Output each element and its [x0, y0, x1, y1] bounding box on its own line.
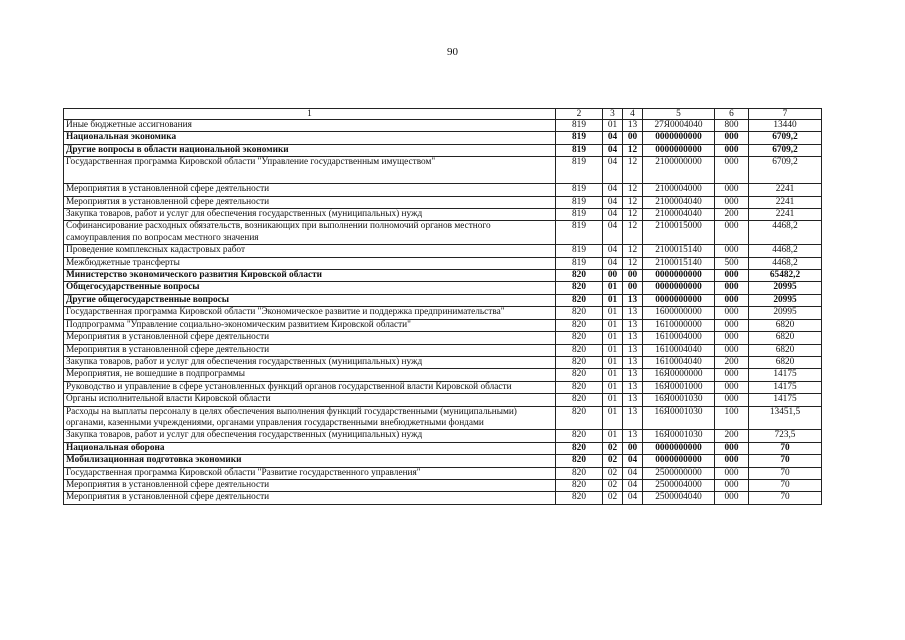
row-csr-cell: 2500004040 — [643, 492, 715, 504]
row-rz-cell: 02 — [603, 442, 623, 454]
row-sum-cell: 6820 — [749, 332, 822, 344]
row-rz-cell: 02 — [603, 455, 623, 467]
row-name-cell: Мероприятия в установленной сфере деятельности — [64, 332, 556, 344]
row-sum-cell: 70 — [749, 455, 822, 467]
row-sum-cell: 6709,2 — [749, 132, 822, 144]
row-gr-cell: 820 — [556, 270, 603, 282]
row-gr-cell: 820 — [556, 381, 603, 393]
row-vr-cell: 100 — [715, 406, 749, 430]
row-vr-cell: 000 — [715, 442, 749, 454]
row-name-cell: Другие общегосударственные вопросы — [64, 294, 556, 306]
table-row — [64, 369, 822, 381]
row-pr-cell: 12 — [623, 245, 643, 257]
row-gr-cell: 820 — [556, 442, 603, 454]
table-row — [64, 144, 822, 156]
row-name-cell: Мероприятия в установленной сфере деятельности — [64, 196, 556, 208]
row-sum-cell: 6820 — [749, 356, 822, 368]
row-csr-cell: 1610004040 — [643, 356, 715, 368]
row-name-cell: Другие вопросы в области национальной экономики — [64, 144, 556, 156]
row-vr-cell: 000 — [715, 294, 749, 306]
row-gr-cell: 820 — [556, 455, 603, 467]
row-csr-cell: 2100004040 — [643, 209, 715, 221]
row-vr-cell: 000 — [715, 132, 749, 144]
row-gr-cell: 819 — [556, 257, 603, 269]
row-rz-cell: 01 — [603, 332, 623, 344]
table-row — [64, 221, 822, 245]
table-row — [64, 319, 822, 331]
row-rz-cell: 01 — [603, 307, 623, 319]
row-csr-cell: 16Я0001030 — [643, 406, 715, 430]
row-sum-cell: 2241 — [749, 196, 822, 208]
row-vr-cell: 000 — [715, 157, 749, 184]
row-pr-cell: 12 — [623, 257, 643, 269]
row-rz-cell: 00 — [603, 270, 623, 282]
row-vr-cell: 800 — [715, 120, 749, 132]
row-sum-cell: 70 — [749, 442, 822, 454]
row-rz-cell: 01 — [603, 430, 623, 442]
row-vr-cell: 000 — [715, 270, 749, 282]
row-vr-cell: 200 — [715, 356, 749, 368]
row-vr-cell: 000 — [715, 245, 749, 257]
row-vr-cell: 000 — [715, 332, 749, 344]
row-pr-cell: 00 — [623, 132, 643, 144]
row-csr-cell: 1610000000 — [643, 319, 715, 331]
row-name-cell: Расходы на выплаты персоналу в целях обеспечения выполнения функций государственными (муниципальными) органами, казенными учреждениями, органами управления государственными внебюджетными фондами — [64, 406, 556, 430]
table-row — [64, 245, 822, 257]
row-sum-cell: 70 — [749, 492, 822, 504]
row-name-cell: Проведение комплексных кадастровых работ — [64, 245, 556, 257]
row-pr-cell: 00 — [623, 282, 643, 294]
table-row — [64, 430, 822, 442]
row-rz-cell: 01 — [603, 294, 623, 306]
row-vr-cell: 000 — [715, 184, 749, 196]
row-gr-cell: 819 — [556, 184, 603, 196]
row-pr-cell: 12 — [623, 157, 643, 184]
row-vr-cell: 500 — [715, 257, 749, 269]
row-rz-cell: 02 — [603, 467, 623, 479]
budget-table — [63, 108, 822, 505]
row-name-cell: Органы исполнительной власти Кировской области — [64, 394, 556, 406]
row-csr-cell: 16Я0001030 — [643, 394, 715, 406]
row-rz-cell: 01 — [603, 282, 623, 294]
table-row — [64, 479, 822, 491]
table-row — [64, 184, 822, 196]
row-pr-cell: 13 — [623, 394, 643, 406]
row-pr-cell: 04 — [623, 455, 643, 467]
table-row — [64, 294, 822, 306]
row-gr-cell: 820 — [556, 307, 603, 319]
row-vr-cell: 000 — [715, 381, 749, 393]
row-csr-cell: 1600000000 — [643, 307, 715, 319]
row-name-cell: Государственная программа Кировской области "Управление государственным имуществом" — [64, 157, 556, 184]
row-csr-cell: 2500000000 — [643, 467, 715, 479]
row-csr-cell: 2100004040 — [643, 196, 715, 208]
row-rz-cell: 04 — [603, 157, 623, 184]
row-gr-cell: 819 — [556, 144, 603, 156]
row-gr-cell: 819 — [556, 196, 603, 208]
row-rz-cell: 01 — [603, 344, 623, 356]
row-vr-cell: 000 — [715, 455, 749, 467]
row-rz-cell: 04 — [603, 245, 623, 257]
table-row — [64, 394, 822, 406]
table-row — [64, 209, 822, 221]
row-csr-cell: 16Я0001030 — [643, 430, 715, 442]
row-gr-cell: 820 — [556, 356, 603, 368]
row-name-cell: Руководство и управление в сфере установленных функций органов государственной власти Кировской области — [64, 381, 556, 393]
row-csr-cell: 2100004000 — [643, 184, 715, 196]
row-csr-cell: 2500004000 — [643, 479, 715, 491]
row-csr-cell: 0000000000 — [643, 270, 715, 282]
row-rz-cell: 04 — [603, 209, 623, 221]
row-name-cell: Национальная оборона — [64, 442, 556, 454]
row-gr-cell: 820 — [556, 282, 603, 294]
row-csr-cell: 1610004000 — [643, 332, 715, 344]
row-pr-cell: 04 — [623, 479, 643, 491]
row-vr-cell: 000 — [715, 144, 749, 156]
row-name-cell: Закупка товаров, работ и услуг для обеспечения государственных (муниципальных) нужд — [64, 209, 556, 221]
row-pr-cell: 13 — [623, 381, 643, 393]
row-rz-cell: 01 — [603, 369, 623, 381]
row-rz-cell: 04 — [603, 132, 623, 144]
row-pr-cell: 13 — [623, 120, 643, 132]
row-name-cell: Мобилизационная подготовка экономики — [64, 455, 556, 467]
table-row — [64, 492, 822, 504]
row-name-cell: Мероприятия в установленной сфере деятельности — [64, 184, 556, 196]
row-name-cell: Иные бюджетные ассигнования — [64, 120, 556, 132]
row-pr-cell: 12 — [623, 221, 643, 245]
row-sum-cell: 4468,2 — [749, 221, 822, 245]
row-csr-cell: 2100015140 — [643, 257, 715, 269]
row-pr-cell: 00 — [623, 270, 643, 282]
row-pr-cell: 12 — [623, 209, 643, 221]
row-rz-cell: 04 — [603, 196, 623, 208]
row-name-cell: Министерство экономического развития Кировской области — [64, 270, 556, 282]
row-rz-cell: 04 — [603, 144, 623, 156]
row-rz-cell: 04 — [603, 221, 623, 245]
row-rz-cell: 02 — [603, 492, 623, 504]
row-vr-cell: 200 — [715, 430, 749, 442]
row-csr-cell: 1610004040 — [643, 344, 715, 356]
row-vr-cell: 000 — [715, 196, 749, 208]
table-row — [64, 344, 822, 356]
row-sum-cell: 13440 — [749, 120, 822, 132]
row-gr-cell: 820 — [556, 430, 603, 442]
row-sum-cell: 723,5 — [749, 430, 822, 442]
row-rz-cell: 01 — [603, 381, 623, 393]
row-sum-cell: 70 — [749, 467, 822, 479]
row-pr-cell: 13 — [623, 369, 643, 381]
row-sum-cell: 65482,2 — [749, 270, 822, 282]
row-csr-cell: 0000000000 — [643, 132, 715, 144]
row-csr-cell: 16Я0000000 — [643, 369, 715, 381]
table-row — [64, 307, 822, 319]
row-csr-cell: 0000000000 — [643, 282, 715, 294]
row-name-cell: Национальная экономика — [64, 132, 556, 144]
row-name-cell: Закупка товаров, работ и услуг для обеспечения государственных (муниципальных) нужд — [64, 430, 556, 442]
table-row — [64, 282, 822, 294]
row-pr-cell: 13 — [623, 356, 643, 368]
row-name-cell: Мероприятия в установленной сфере деятельности — [64, 492, 556, 504]
row-name-cell: Межбюджетные трансферты — [64, 257, 556, 269]
row-rz-cell: 02 — [603, 479, 623, 491]
row-gr-cell: 820 — [556, 332, 603, 344]
table-row — [64, 120, 822, 132]
row-name-cell: Мероприятия, не вошедшие в подпрограммы — [64, 369, 556, 381]
table-row — [64, 257, 822, 269]
row-sum-cell: 20995 — [749, 282, 822, 294]
row-pr-cell: 13 — [623, 332, 643, 344]
row-csr-cell: 2100000000 — [643, 157, 715, 184]
row-gr-cell: 819 — [556, 209, 603, 221]
row-gr-cell: 820 — [556, 369, 603, 381]
row-pr-cell: 13 — [623, 307, 643, 319]
row-sum-cell: 2241 — [749, 209, 822, 221]
row-gr-cell: 819 — [556, 132, 603, 144]
row-sum-cell: 14175 — [749, 381, 822, 393]
row-pr-cell: 12 — [623, 196, 643, 208]
row-sum-cell: 6709,2 — [749, 144, 822, 156]
row-gr-cell: 820 — [556, 319, 603, 331]
row-sum-cell: 14175 — [749, 369, 822, 381]
row-vr-cell: 000 — [715, 282, 749, 294]
row-sum-cell: 6820 — [749, 319, 822, 331]
table-row — [64, 442, 822, 454]
header-cell: 1 — [64, 109, 556, 120]
row-pr-cell: 12 — [623, 144, 643, 156]
row-vr-cell: 000 — [715, 307, 749, 319]
row-gr-cell: 819 — [556, 245, 603, 257]
row-gr-cell: 820 — [556, 479, 603, 491]
row-sum-cell: 4468,2 — [749, 245, 822, 257]
row-sum-cell: 2241 — [749, 184, 822, 196]
row-csr-cell: 2100015140 — [643, 245, 715, 257]
row-name-cell: Закупка товаров, работ и услуг для обеспечения государственных (муниципальных) нужд — [64, 356, 556, 368]
row-name-cell: Мероприятия в установленной сфере деятельности — [64, 479, 556, 491]
table-row — [64, 406, 822, 430]
row-vr-cell: 000 — [715, 467, 749, 479]
row-gr-cell: 820 — [556, 344, 603, 356]
table-row — [64, 381, 822, 393]
row-sum-cell: 20995 — [749, 307, 822, 319]
row-pr-cell: 13 — [623, 344, 643, 356]
row-vr-cell: 000 — [715, 394, 749, 406]
table-row — [64, 157, 822, 184]
row-csr-cell: 27Я0004040 — [643, 120, 715, 132]
table-row — [64, 356, 822, 368]
row-rz-cell: 01 — [603, 319, 623, 331]
row-sum-cell: 4468,2 — [749, 257, 822, 269]
row-gr-cell: 820 — [556, 394, 603, 406]
header-cell: 7 — [749, 109, 822, 120]
row-sum-cell: 70 — [749, 479, 822, 491]
table-row — [64, 332, 822, 344]
row-csr-cell: 0000000000 — [643, 455, 715, 467]
row-gr-cell: 820 — [556, 406, 603, 430]
row-rz-cell: 04 — [603, 257, 623, 269]
page-number: 90 — [447, 46, 458, 58]
row-name-cell: Общегосударственные вопросы — [64, 282, 556, 294]
row-csr-cell: 0000000000 — [643, 144, 715, 156]
row-pr-cell: 12 — [623, 184, 643, 196]
row-sum-cell: 13451,5 — [749, 406, 822, 430]
row-csr-cell: 2100015000 — [643, 221, 715, 245]
header-cell: 2 — [556, 109, 603, 120]
row-rz-cell: 01 — [603, 394, 623, 406]
row-rz-cell: 01 — [603, 406, 623, 430]
row-gr-cell: 819 — [556, 157, 603, 184]
row-gr-cell: 820 — [556, 294, 603, 306]
row-pr-cell: 00 — [623, 442, 643, 454]
row-vr-cell: 000 — [715, 221, 749, 245]
row-sum-cell: 6709,2 — [749, 157, 822, 184]
row-rz-cell: 01 — [603, 120, 623, 132]
row-pr-cell: 13 — [623, 430, 643, 442]
row-name-cell: Софинансирование расходных обязательств, возникающих при выполнении полномочий органов местного самоуправления по вопросам местного значения — [64, 221, 556, 245]
row-rz-cell: 01 — [603, 356, 623, 368]
row-vr-cell: 000 — [715, 479, 749, 491]
row-pr-cell: 13 — [623, 294, 643, 306]
table-row — [64, 196, 822, 208]
row-pr-cell: 13 — [623, 406, 643, 430]
row-sum-cell: 20995 — [749, 294, 822, 306]
table-row — [64, 270, 822, 282]
row-gr-cell: 820 — [556, 492, 603, 504]
table-row — [64, 455, 822, 467]
row-pr-cell: 13 — [623, 319, 643, 331]
row-vr-cell: 000 — [715, 344, 749, 356]
table-row — [64, 132, 822, 144]
row-sum-cell: 14175 — [749, 394, 822, 406]
header-cell: 4 — [623, 109, 643, 120]
row-name-cell: Государственная программа Кировской области "Развитие государственного управления" — [64, 467, 556, 479]
row-sum-cell: 6820 — [749, 344, 822, 356]
row-gr-cell: 819 — [556, 120, 603, 132]
row-csr-cell: 16Я0001000 — [643, 381, 715, 393]
table-row — [64, 467, 822, 479]
row-pr-cell: 04 — [623, 492, 643, 504]
row-name-cell: Государственная программа Кировской области "Экономическое развитие и поддержка предпринимательства" — [64, 307, 556, 319]
row-name-cell: Мероприятия в установленной сфере деятельности — [64, 344, 556, 356]
table-header-row — [64, 109, 822, 120]
header-cell: 3 — [603, 109, 623, 120]
row-gr-cell: 820 — [556, 467, 603, 479]
row-name-cell: Подпрограмма "Управление социально-экономическим развитием Кировской области" — [64, 319, 556, 331]
row-csr-cell: 0000000000 — [643, 294, 715, 306]
row-rz-cell: 04 — [603, 184, 623, 196]
row-csr-cell: 0000000000 — [643, 442, 715, 454]
row-vr-cell: 000 — [715, 319, 749, 331]
header-cell: 5 — [643, 109, 715, 120]
row-vr-cell: 200 — [715, 209, 749, 221]
row-pr-cell: 04 — [623, 467, 643, 479]
row-vr-cell: 000 — [715, 369, 749, 381]
row-gr-cell: 819 — [556, 221, 603, 245]
header-cell: 6 — [715, 109, 749, 120]
row-vr-cell: 000 — [715, 492, 749, 504]
